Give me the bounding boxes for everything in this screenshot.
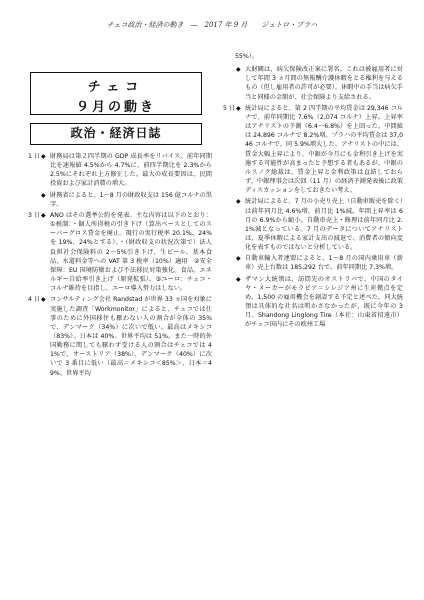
running-header: チェコ政治・経済の動き ― 2017 年 9 月 ジェトロ・プラハ bbox=[106, 21, 318, 29]
bullet-diamond-icon: ◆ bbox=[41, 211, 46, 219]
diary-entry bbox=[30, 211, 212, 293]
bullet-diamond-icon: ◆ bbox=[236, 255, 241, 263]
continued-text: 55%）。 bbox=[235, 53, 259, 60]
diary-item-text: 財務局は第２四半期の GDP 成長率をリバイス、前年同期比を速報値 4.5%から 4.7%に、前四半期比を 2.3%から 2.5%にそれぞれ上方修正した。最大の成長要因は、民間投資および家計消費の増大。 bbox=[50, 153, 212, 188]
entry-date: 3 日 bbox=[28, 211, 41, 219]
title-box bbox=[30, 72, 202, 115]
diary-item bbox=[40, 191, 212, 209]
diary-item bbox=[235, 65, 403, 102]
diary-entry bbox=[30, 152, 212, 209]
diary-item-text: 財務省によると、1～8 月の財政収支は 156 億コルナの黒字。 bbox=[50, 191, 212, 208]
right-column bbox=[225, 52, 403, 332]
country-title: チェコ bbox=[87, 80, 145, 95]
diary-item bbox=[235, 275, 403, 330]
diary-item-text: 統計局によると、第 2 四半期の平均賃金は 29,346 コルナで、前年同期比 7.6%（2,074 コルナ）上昇。上昇率はアナリストの予測（6.4～6.8%）を上回った。中間値は 24,896 コルナで 8.2%増。プラハの平均賃金は 37,046 コルナで、同 5.9%増大した。アナリストの中には、賃金大幅上昇により、中銀が今月にも金利引き上げを実施する可能性が高まったと予想する者もあるが、中銀のルスノク総裁は、賃金上昇と金利政策は直結しておらず、中銀理事会は次回（11 月）の経済予測発表後に政策ディスカッションをしておきたい考え。 bbox=[245, 104, 404, 195]
diary-item bbox=[40, 295, 212, 377]
bullet-diamond-icon: ◆ bbox=[41, 191, 46, 199]
bullet-diamond-icon: ◆ bbox=[236, 66, 241, 74]
bullet-diamond-icon: ◆ bbox=[41, 153, 46, 160]
left-column bbox=[30, 152, 212, 380]
bullet-diamond-icon: ◆ bbox=[236, 104, 241, 112]
bullet-diamond-icon: ◆ bbox=[236, 198, 241, 206]
period-title: ９月の動き bbox=[75, 100, 156, 115]
diary-entry bbox=[225, 65, 403, 102]
bullet-diamond-icon: ◆ bbox=[236, 275, 241, 283]
diary-item bbox=[40, 152, 212, 189]
section-heading: 政治・経済日誌 bbox=[30, 123, 202, 145]
diary-item-text: 統計局によると、7 月の小売り売上（自動車販売を除く）は前年同月比 4.6%増、前月比 1%減。年間上昇率は 6 月の 6.9%から縮小。自動車売上・修理は前年同月比 2.1%減となっている。7 月のデータについてアナリストは、夏季休暇による家計支出の減退で、消費者の傾向変化を表すものではないと分析している。 bbox=[245, 198, 403, 252]
diary-item-text: ANO はその選挙公約を発表。主な内容は以下のとおり：①税制：・個人所得税の引き下げ（算出ベースとしてのスーパーグロス賃金を廃止。現行の実行税率 20.1%、24%を 19%、24%とする）、・（財政収支の状況次第で）法人負担社会保険料の 2～5%引き下げ、生ビール、基本食品、水道料金等への VAT 第 3 税率（10%）適用 ②安全保障：EU 国境防衛および不法移民対策強化。食品、エネルギー自給率引き上げ（原発拡張）。③ユーロ：チェコ・コルナ維持を目指し、ユーロ導入努力はしない。 bbox=[50, 211, 212, 293]
diary-item bbox=[40, 211, 212, 293]
diary-entry bbox=[30, 295, 212, 377]
diary-entry bbox=[225, 104, 403, 330]
diary-item-text: ザマン大統領は、訪問先のオストラバで、中国のタイヤ・メーカーがモラビア＝シレジア州に生産拠点を定め、1,500 の雇用機会を創設する予定と述べた。同大統領は具体的な社名は明かさなかったが、既に今年の 3 月、Shandong Linglong Tire（本社：山東省招遠市）がチェコ国内にその欧州工場 bbox=[245, 275, 403, 329]
diary-item-text: 自動車輸入者連盟によると、1～8 月の国内乗用車（新車）売上台数は 185,292 台で、前年同期比 7.3%増。 bbox=[245, 255, 403, 272]
diary-item-text: コンサルティング会社 Randstad が世界 33 ヵ国を対象に実施した調査「Workmonitor」によると、チェコでは仕事のために外国移住も厭わない人の割合が全体の 35%で、デンマーク（34%）に次いで低い。最高はメキシコ（83%）。日本は 40%。世界平均は 51%。また一時的外国勤務に関しても厭わず受ける人の割合はチェコでは 41%で、オーストリア（38%）、デンマーク（40%）に次いで 3 番目に低い（最高＝メキシコ＜85%＞、日本＝49%、世界平均 bbox=[50, 296, 212, 377]
entry-date: 1 日 bbox=[28, 153, 41, 160]
diary-item-text: 大財閥は、病欠保険改正案に署名。これは被雇用者に対して年間 3 ヵ月間の無報酬介護休暇をとる権利を与えるもの（但し雇用者の許可が必要）。休暇中の手当は病欠手当と同様の金額が、社会保険より支給される。 bbox=[245, 66, 403, 101]
entry-date: 4 日 bbox=[28, 296, 41, 304]
diary-item bbox=[235, 197, 403, 252]
diary-item bbox=[235, 104, 403, 196]
diary-item bbox=[235, 254, 403, 272]
bullet-diamond-icon: ◆ bbox=[41, 296, 46, 304]
entry-date: 5 日 bbox=[223, 104, 236, 112]
